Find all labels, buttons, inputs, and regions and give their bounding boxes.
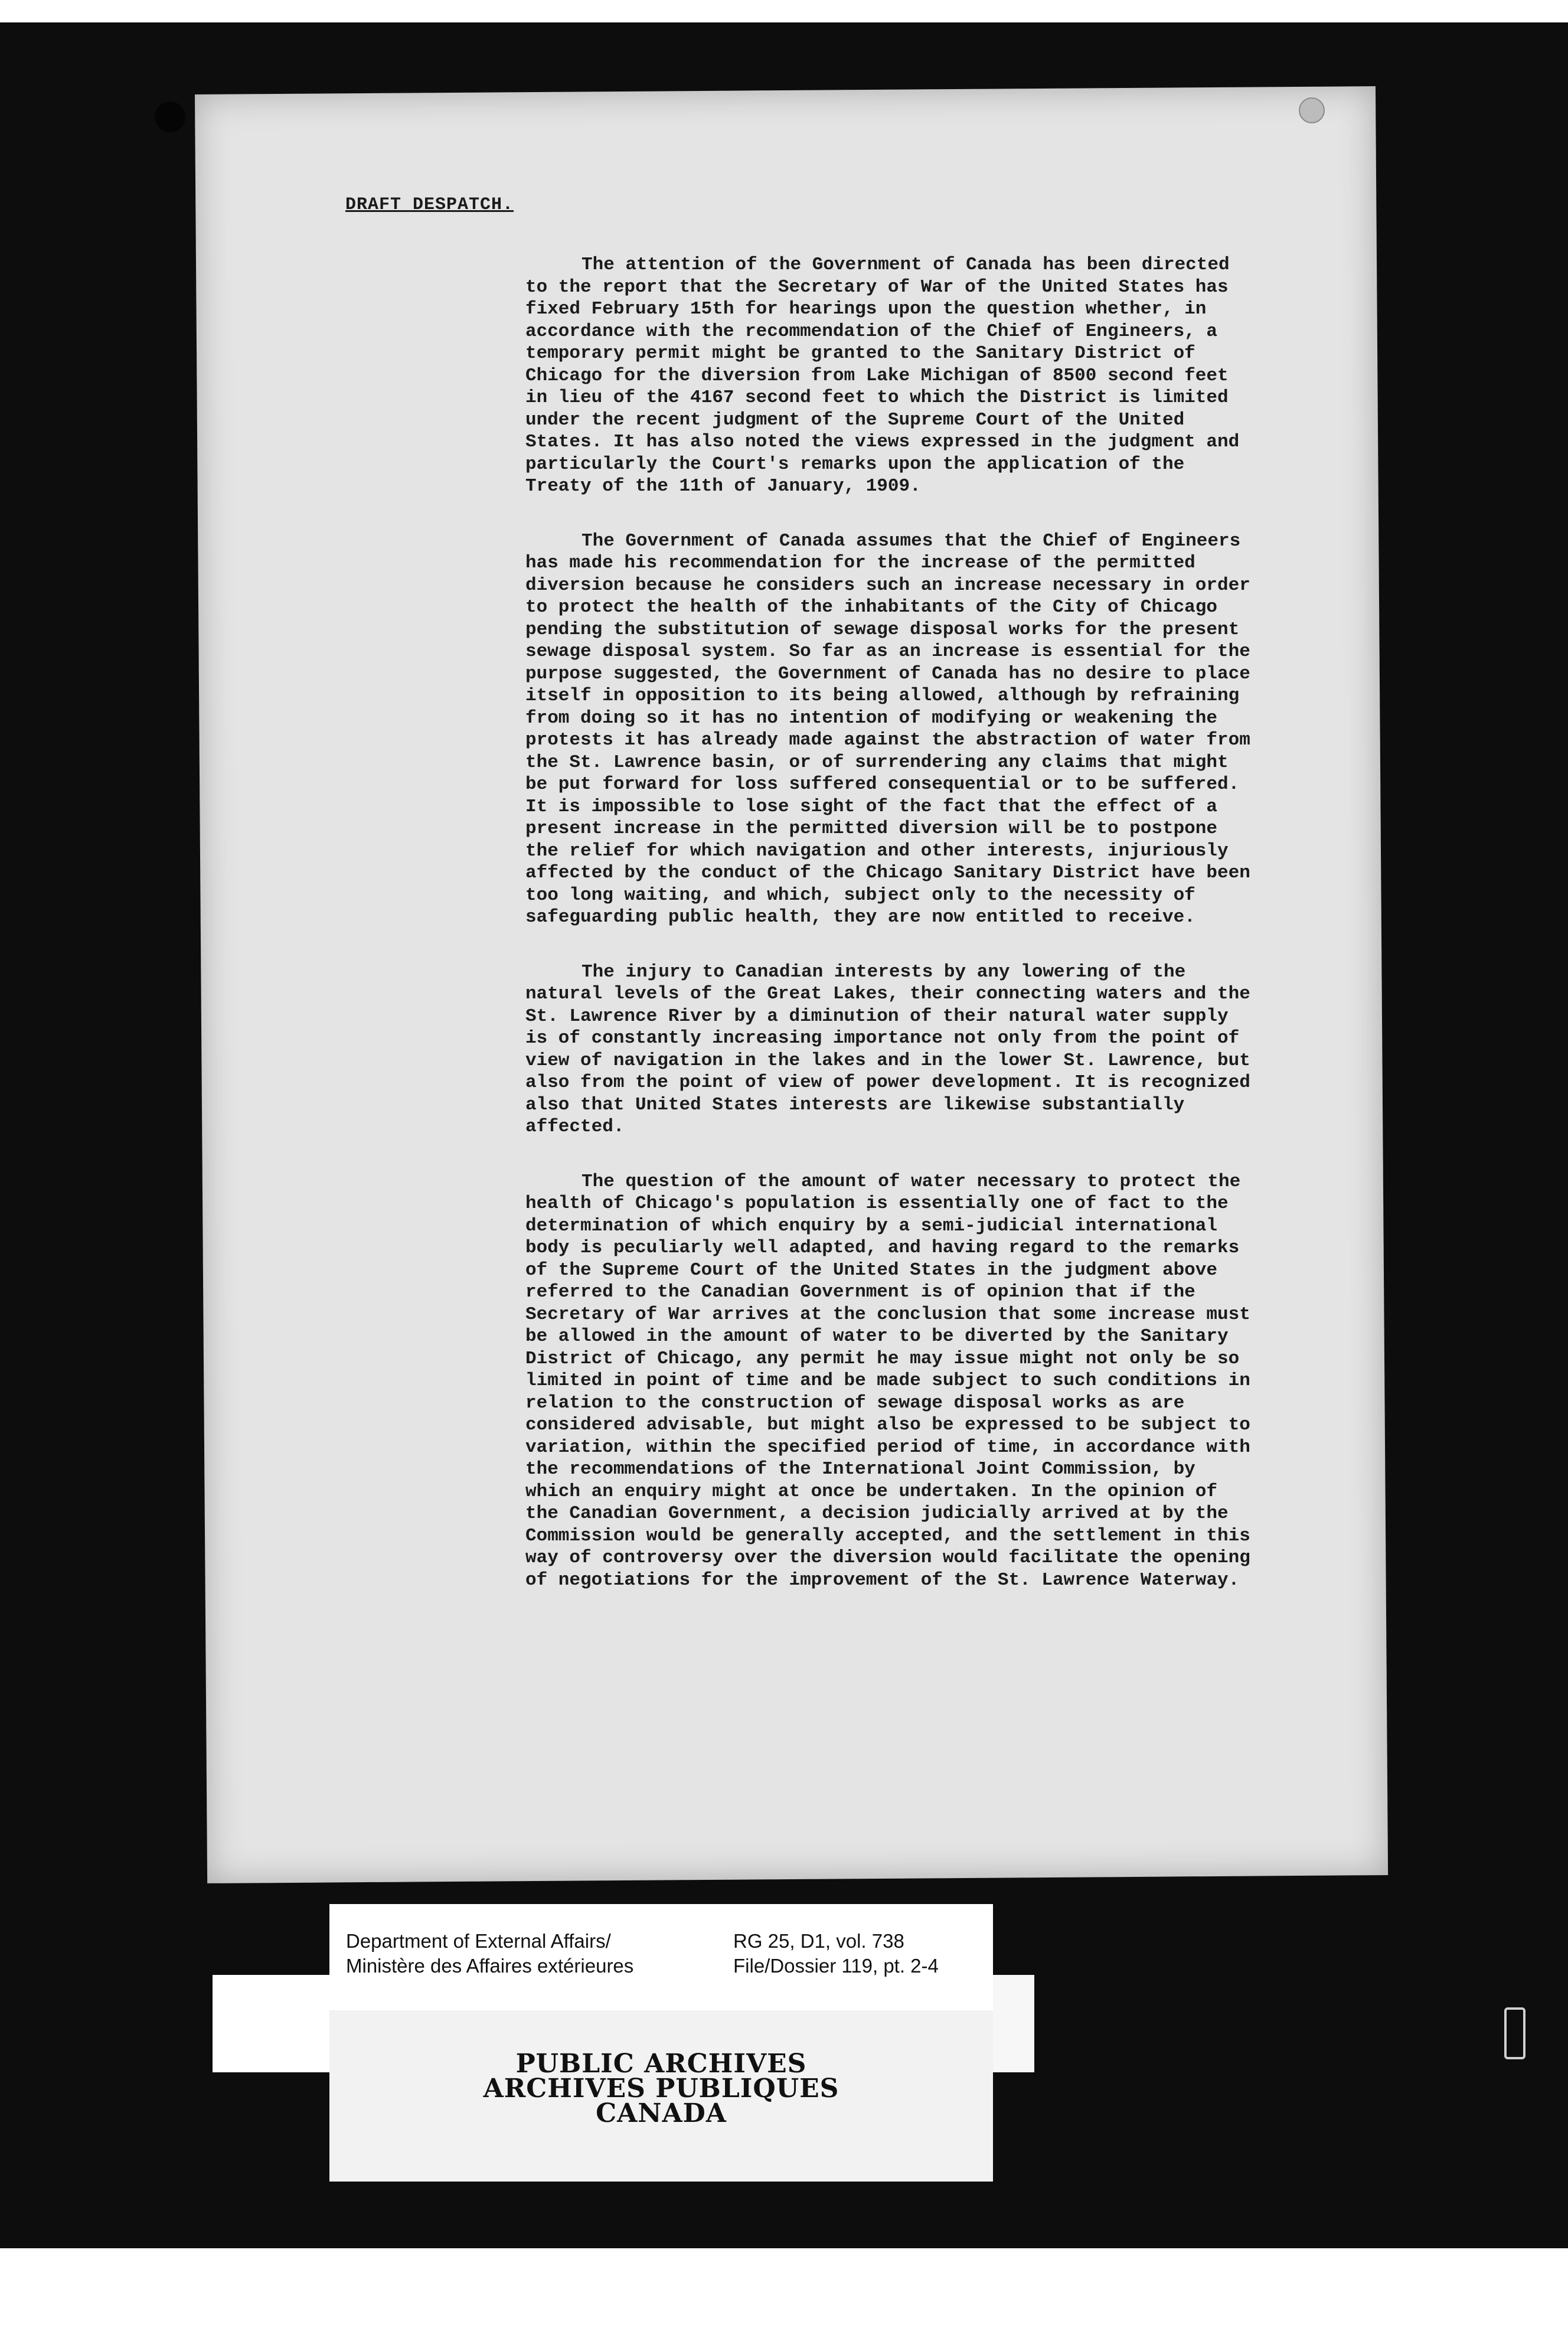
department-fr: Ministère des Affaires extérieures: [346, 1955, 634, 1977]
document-body: [525, 254, 1252, 1624]
public-archives-stamp: [329, 2010, 993, 2182]
paragraph-1: The attention of the Government of Canada has been directed to the report that the Secretary of War of the United States has fixed February 15th for hearings upon the question whether, in accordance with the recommendation of the Chief of Engineers, a temporary permit might be granted to the Sanitary District of Chicago for the diversion from Lake Michigan of 8500 second feet in lieu of the 4167 second feet to which the District is limited under the recent judgment of the Supreme Court of the United States. It has also noted the views expressed in the judgment and particularly the Court's remarks upon the application of the Treaty of the 11th of January, 1909.: [525, 254, 1240, 497]
paragraph-4: The question of the amount of water necessary to protect the health of Chicago's population is essentially one of fact to the determination of which enquiry by a semi-judicial international body is peculiarly well adapted, and having regard to the remarks of the Supreme Court of the United States in the judgment above referred to the Canadian Government is of opinion that if the Secretary of War arrives at the conclusion that some increase must be allowed in the amount of water to be diverted by the Sanitary District of Chicago, any permit he may issue might not only be so limited in point of time and be made subject to such conditions in relation to the construction of sewage disposal works as are considered advisable, but might also be expressed to be subject to variation, within the specified period of time, in accordance with the recommendations of the International Joint Commission, by which an enquiry might at once be undertaken. In the opinion of the Canadian Government, a decision judicially arrived at by the Commission would be generally accepted, and the settlement in this way of controversy over the diversion would facilitate the opening of negotiations for the improvement of the St. Lawrence Waterway.: [525, 1171, 1250, 1591]
stamp-line-1: PUBLIC ARCHIVES: [515, 2049, 807, 2079]
paper-clip-mark: [1299, 97, 1325, 123]
paragraph-3: The injury to Canadian interests by any lowering of the natural levels of the Great Lakes, their connecting waters and the St. Lawrence River by a diminution of their natural water supply is of constantly increasing importance not only from the point of view of navigation in the lakes and in the lower St. Lawrence, but also from the point of view of power development. It is recognized also that United States interests are likewise substantially affected.: [525, 961, 1250, 1137]
file-number: File/Dossier 119, pt. 2-4: [733, 1955, 939, 1977]
document-title: DRAFT DESPATCH.: [345, 195, 514, 215]
department-block: [346, 1929, 724, 1978]
record-group: RG 25, D1, vol. 738: [733, 1930, 904, 1952]
stamp-line-3: CANADA: [596, 2098, 727, 2128]
archive-reference-label: [329, 1904, 993, 2010]
stamp-tab-right: [993, 1975, 1034, 2072]
frame-counter-mark: [1504, 2007, 1525, 2059]
reference-block: [733, 1929, 987, 1978]
stamp-line-2: ARCHIVES PUBLIQUES: [483, 2073, 839, 2104]
paragraph-2: The Government of Canada assumes that the Chief of Engineers has made his recommendation for the increase of the permitted diversion because he considers such an increase necessary in order to protect the health of the inhabitants of the City of Chicago pending the substitution of sewage disposal works for the present sewage disposal system. So far as an increase is essential for the purpose suggested, the Government of Canada has no desire to place itself in opposition to its being allowed, although by refraining from doing so it has no intention of modifying or weakening the protests it has already made against the abstraction of water from the St. Lawrence basin, or of surrendering any claims that might be put forward for loss suffered consequential or to be suffered. It is impossible to lose sight of the fact that the effect of a present increase in the permitted diversion will be to postpone the relief for which navigation and other interests, injuriously affected by the conduct of the Chicago Sanitary District have been too long waiting, and which, subject only to the necessity of safeguarding public health, they are now entitled to receive.: [525, 530, 1250, 928]
department-en: Department of External Affairs/: [346, 1930, 611, 1952]
stamp-text: [329, 2049, 993, 2128]
punch-hole: [155, 102, 185, 132]
